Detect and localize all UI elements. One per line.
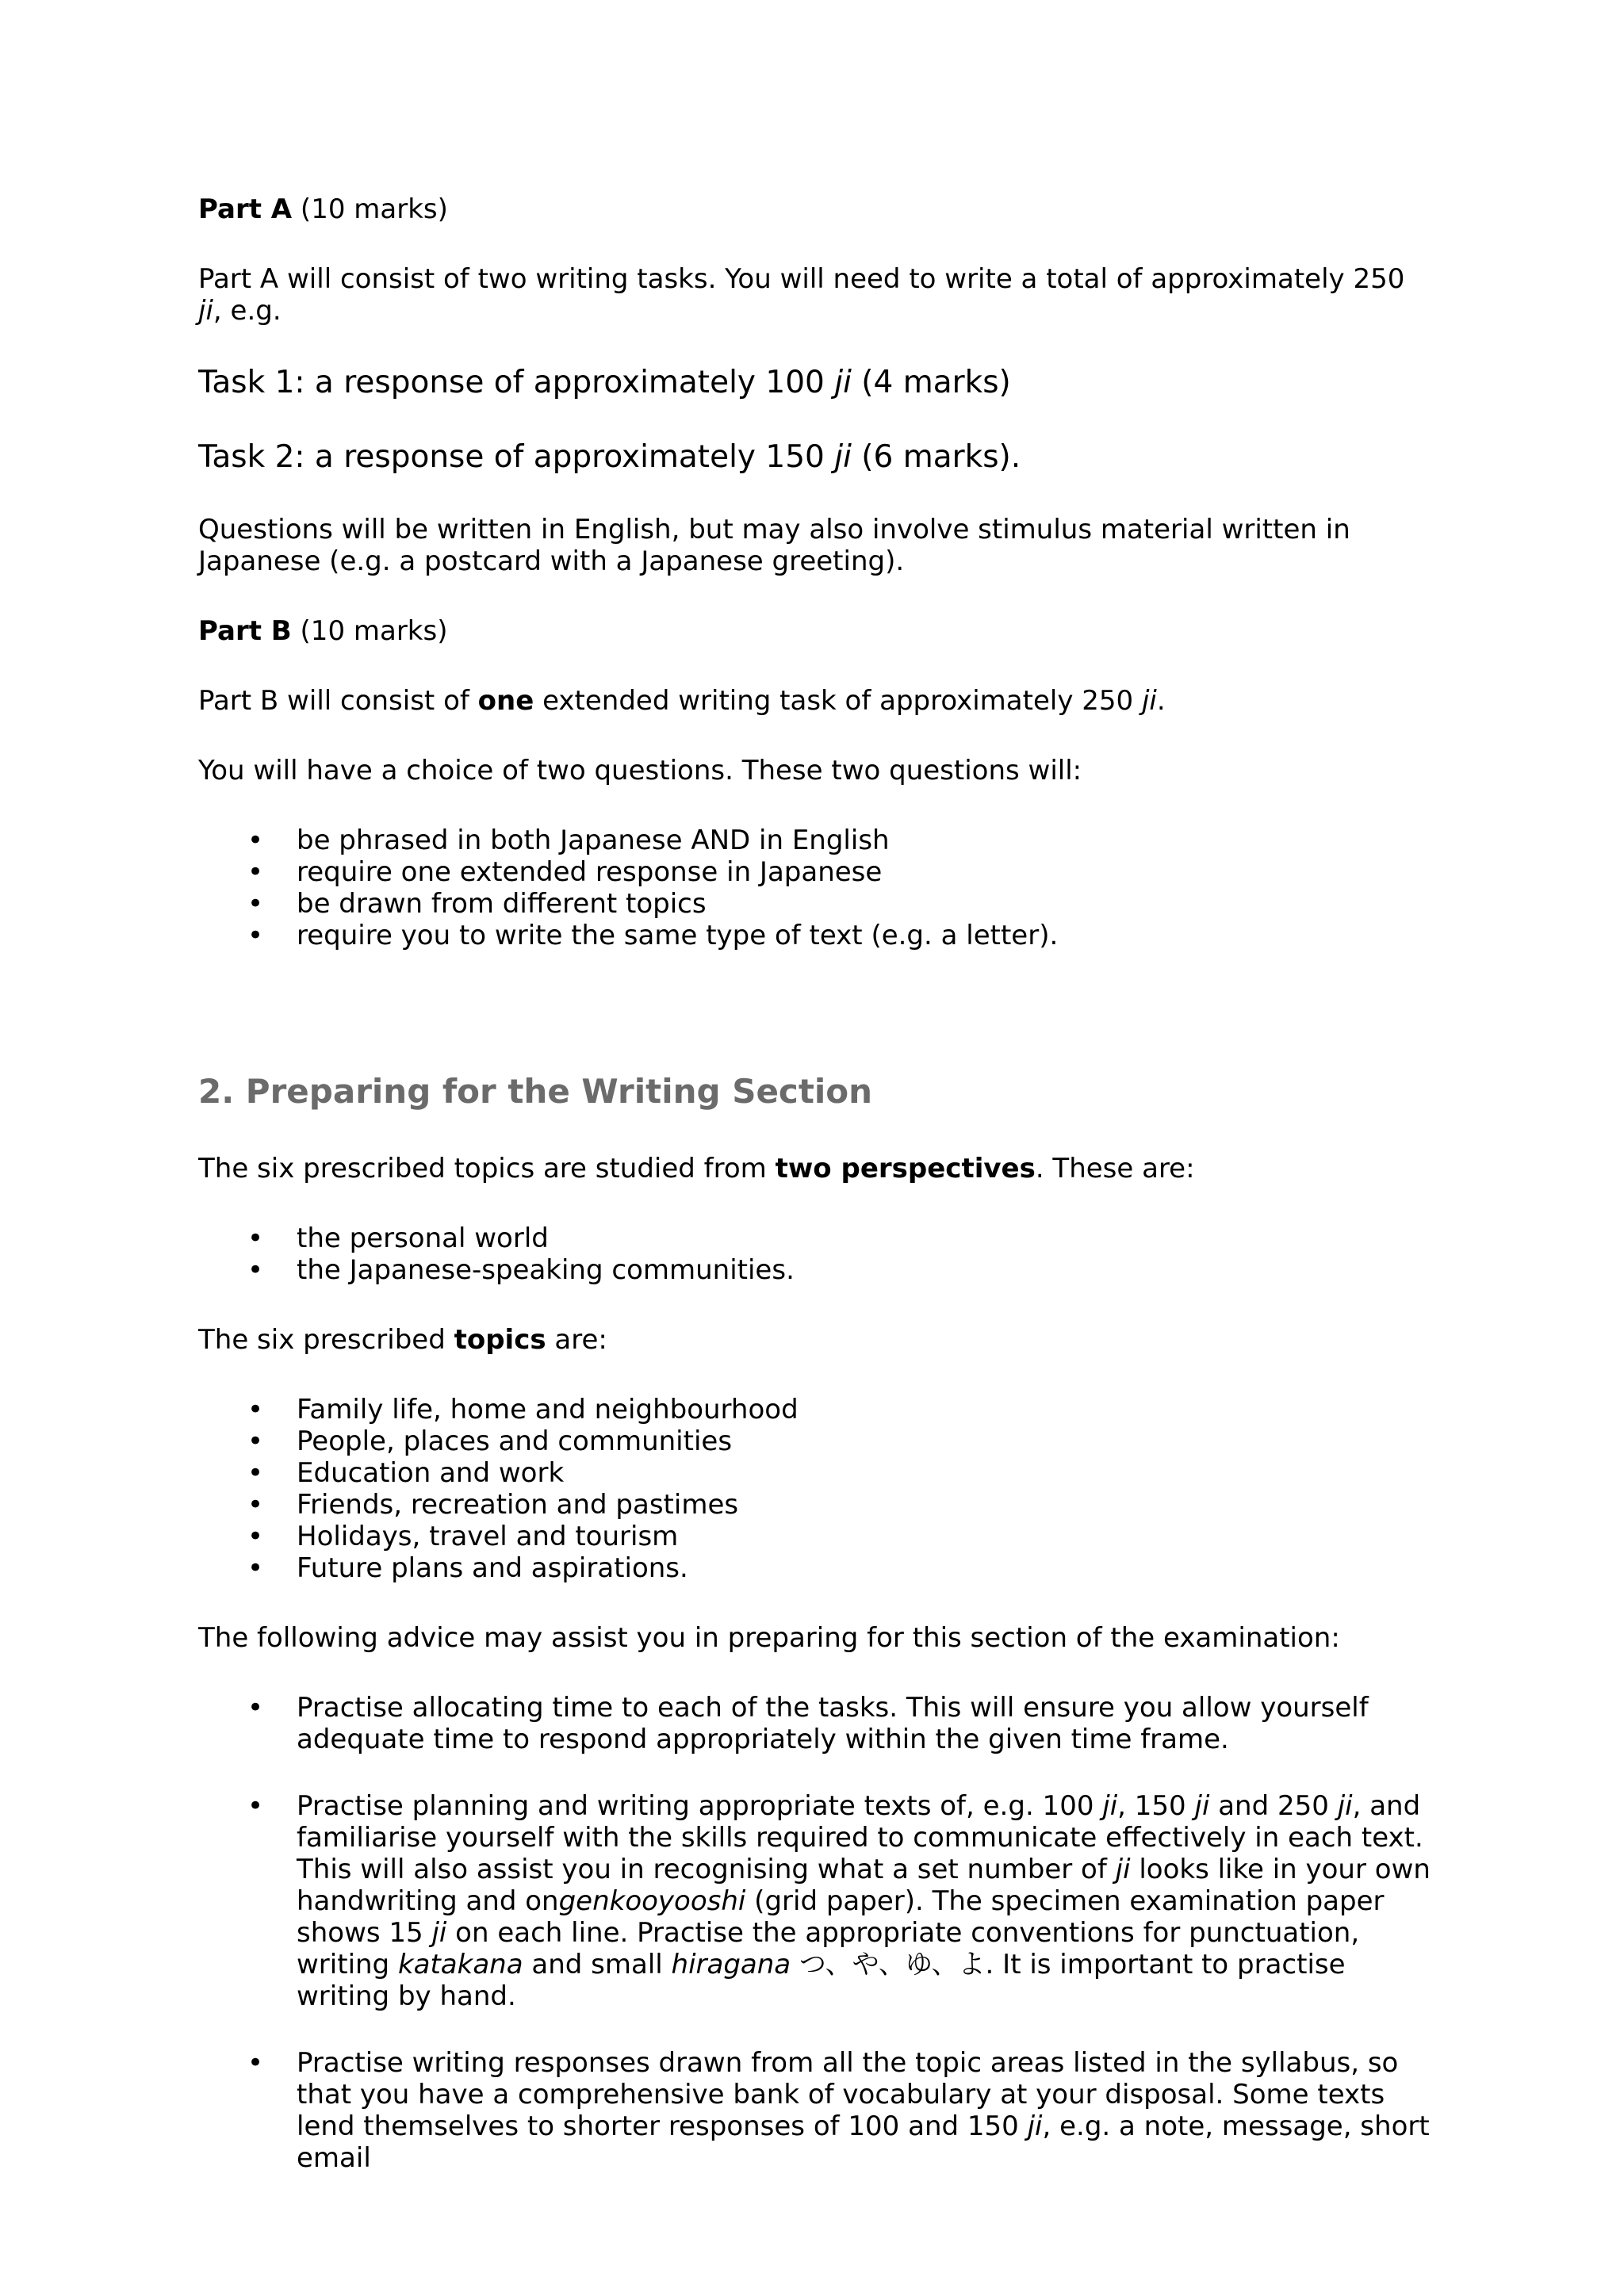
task-2-marks: (6 marks). bbox=[851, 439, 1021, 475]
ji-term: ji bbox=[1337, 1790, 1353, 1822]
hiragana-term: hiragana bbox=[671, 1949, 791, 1980]
part-b-choice: You will have a choice of two questions. These two questions will: bbox=[198, 755, 1082, 786]
task-2-line bbox=[198, 439, 1435, 476]
list-item: • Friends, recreation and pastimes bbox=[198, 1489, 1435, 1521]
topics-text: The six prescribed bbox=[198, 1324, 454, 1356]
ji-term: ji bbox=[834, 439, 852, 475]
ji-term: ji bbox=[198, 295, 213, 327]
genkooyooshi-term: genkooyooshi bbox=[558, 1885, 746, 1917]
perspectives-end: . These are: bbox=[1035, 1153, 1195, 1184]
advice-text: and small bbox=[523, 1949, 672, 1980]
task-1-marks: (4 marks) bbox=[851, 365, 1011, 400]
advice-item-planning bbox=[198, 1790, 1435, 2012]
part-a-marks: (10 marks) bbox=[292, 193, 448, 225]
advice-text: Practise planning and writing appropriate texts of, e.g. 100 bbox=[297, 1790, 1103, 1822]
part-a-intro-text: Part A will consist of two writing tasks. You will need to write a total of approximately 250 bbox=[198, 263, 1405, 295]
document-page bbox=[198, 193, 1435, 2209]
list-item: • the personal world bbox=[198, 1223, 1435, 1254]
advice-list bbox=[198, 1692, 1435, 2174]
part-a-heading-line bbox=[198, 193, 1435, 225]
task-1-text: Task 1: a response of approximately 100 bbox=[198, 365, 835, 400]
small-kana: つ、や、ゆ、よ bbox=[791, 1949, 986, 1980]
advice-text: , 150 bbox=[1117, 1790, 1195, 1822]
list-item: • Future plans and aspirations. bbox=[198, 1552, 1435, 1584]
topics-intro bbox=[198, 1324, 1435, 1356]
perspectives-text: The six prescribed topics are studied from bbox=[198, 1153, 776, 1184]
advice-text: and 250 bbox=[1209, 1790, 1338, 1822]
part-a-intro bbox=[198, 263, 1435, 327]
list-item: • People, places and communities bbox=[198, 1425, 1435, 1457]
advice-intro: The following advice may assist you in preparing for this section of the examination: bbox=[198, 1622, 1340, 1654]
ji-term: ji bbox=[431, 1917, 447, 1949]
topics-list bbox=[198, 1394, 1435, 1584]
advice-item-topics bbox=[198, 2047, 1435, 2174]
ji-term: ji bbox=[1194, 1790, 1210, 1822]
ji-term: ji bbox=[1141, 685, 1157, 717]
katakana-term: katakana bbox=[397, 1949, 523, 1980]
perspectives-bold: two perspectives bbox=[775, 1153, 1036, 1184]
advice-text: , and familiarise yourself with the skills required to communicate effectively in each text. This will also assist you in recognising what a set number of bbox=[297, 1790, 1423, 1885]
list-item: • Family life, home and neighbourhood bbox=[198, 1394, 1435, 1425]
task-2-text: Task 2: a response of approximately 150 bbox=[198, 439, 835, 475]
ji-term: ji bbox=[1102, 1790, 1118, 1822]
part-b-intro-text: Part B will consist of bbox=[198, 685, 478, 717]
topics-end: are: bbox=[546, 1324, 607, 1356]
list-item: • Holidays, travel and tourism bbox=[198, 1521, 1435, 1552]
perspectives-intro bbox=[198, 1153, 1435, 1184]
part-a-intro-text-end: , e.g. bbox=[213, 295, 282, 327]
part-b-intro-text-2: extended writing task of approximately 250 bbox=[534, 685, 1142, 717]
advice-text: . It is important to practise writing by hand. bbox=[297, 1949, 1346, 2012]
part-b-heading-line bbox=[198, 615, 1435, 647]
advice-text: (grid paper). The specimen examination paper shows 15 bbox=[297, 1885, 1385, 1949]
questions-note: Questions will be written in English, but may also involve stimulus material written in Japanese (e.g. a postcard with a Japanese greeting). bbox=[198, 514, 1350, 577]
perspectives-list bbox=[198, 1223, 1435, 1286]
advice-item-time: • Practise allocating time to each of the tasks. This will ensure you allow yourself adequate time to respond appropriately within the given time frame. bbox=[198, 1692, 1435, 1755]
list-item: • be drawn from different topics bbox=[198, 888, 1435, 920]
part-b-intro-end: . bbox=[1156, 685, 1166, 717]
advice-text: Practise writing responses drawn from all the topic areas listed in the syllabus, so that you have a comprehensive bank of vocabulary at your disposal. Some texts lend themselves to shorter responses of 100 and 150 bbox=[297, 2047, 1399, 2142]
list-item: • require one extended response in Japanese bbox=[198, 856, 1435, 888]
part-b-bullet-list bbox=[198, 825, 1435, 951]
advice-text: on each line. Practise the appropriate conventions for punctuation, writing bbox=[297, 1917, 1360, 1980]
part-b-marks: (10 marks) bbox=[291, 615, 448, 647]
part-b-intro-bold: one bbox=[477, 685, 534, 717]
list-item: • Education and work bbox=[198, 1457, 1435, 1489]
list-item: • require you to write the same type of text (e.g. a letter). bbox=[198, 920, 1435, 951]
list-item: • be phrased in both Japanese AND in English bbox=[198, 825, 1435, 856]
part-a-heading: Part A bbox=[198, 193, 293, 225]
part-b-heading: Part B bbox=[198, 615, 292, 647]
advice-text: looks like in your own handwriting and on bbox=[297, 1854, 1431, 1917]
part-b-intro bbox=[198, 685, 1435, 717]
topics-bold: topics bbox=[454, 1324, 546, 1356]
task-1-line bbox=[198, 365, 1435, 401]
list-item: • the Japanese-speaking communities. bbox=[198, 1254, 1435, 1286]
section-2-heading: 2. Preparing for the Writing Section bbox=[198, 1072, 873, 1111]
advice-text: , e.g. a note, message, short email bbox=[297, 2110, 1430, 2174]
ji-term: ji bbox=[1027, 2110, 1043, 2142]
ji-term: ji bbox=[834, 365, 852, 400]
ji-term: ji bbox=[1115, 1854, 1131, 1885]
